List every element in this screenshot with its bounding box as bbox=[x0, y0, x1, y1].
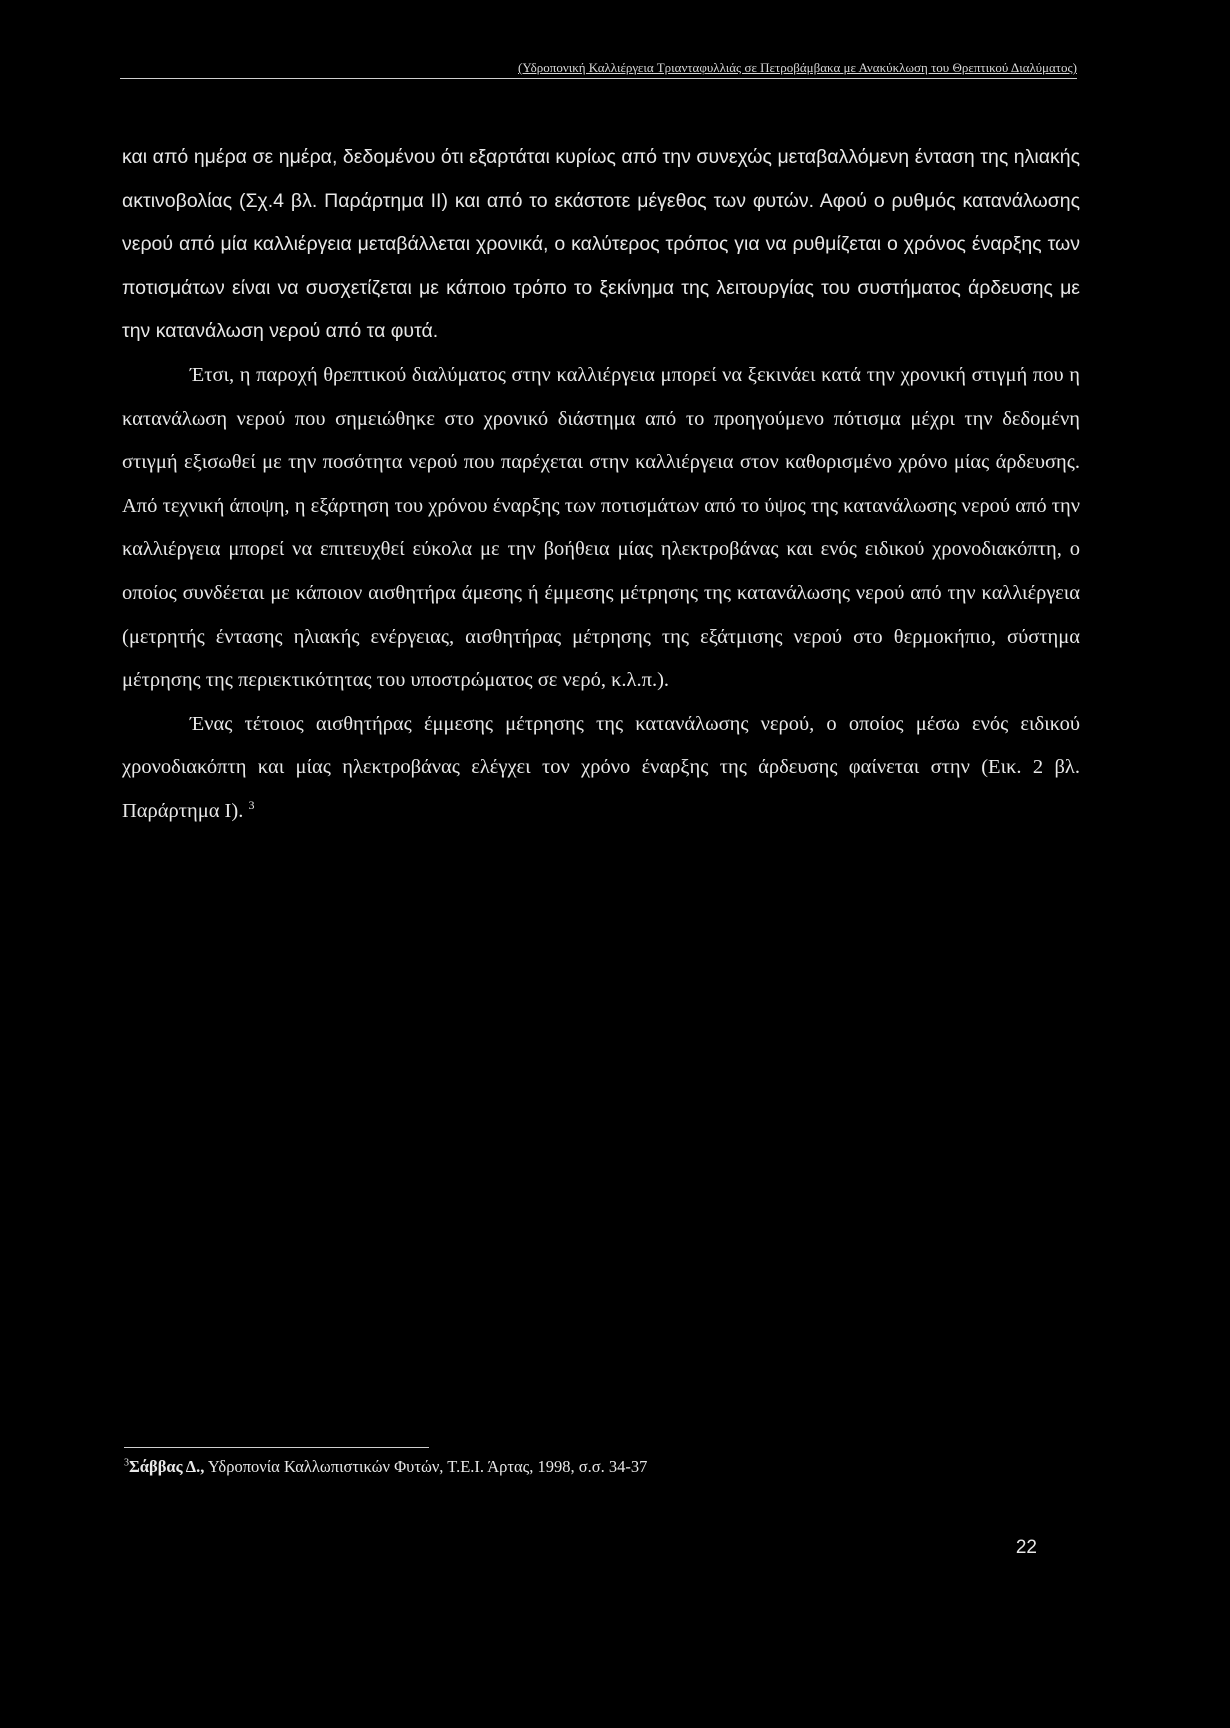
running-header bbox=[120, 56, 1077, 84]
paragraph-1: και από ημέρα σε ημέρα, δεδομένου ότι εξαρτάται κυρίως από την συνεχώς μεταβαλλόμενη ένταση της ηλιακής ακτινοβολίας (Σχ.4 βλ. Παράρτημα ΙΙ) και από το εκάστοτε μέγεθος των φυτών. Αφού ο ρυθμός κατανάλωσης νερού από μία καλλιέργεια μεταβάλλεται χρονικά, ο καλύτερος τρόπος για να ρυθμίζεται ο χρόνος έναρξης των ποτισμάτων είναι να συσχετίζεται με κάποιο τρόπο το ξεκίνημα της λειτουργίας του συστήματος άρδευσης με την κατανάλωση νερού από τα φυτά. bbox=[122, 146, 1080, 343]
page-number: 22 bbox=[1015, 1537, 1037, 1558]
footnote-marker: 3 bbox=[124, 1457, 129, 1469]
footnote-reference: 3 bbox=[248, 798, 255, 813]
header-rule bbox=[120, 78, 1077, 79]
running-title: (Υδροπονική Καλλιέργεια Τριανταφυλλιάς σε Πετροβάμβακα με Ανακύκλωση του Θρεπτικού Διαλύματος) bbox=[518, 60, 1077, 75]
footnote-rule bbox=[124, 1447, 429, 1448]
main-text bbox=[122, 136, 1080, 834]
paragraph-3-text: Ένας τέτοιος αισθητήρας έμμεσης μέτρησης της κατανάλωσης νερού, ο οποίος μέσω ενός ειδικού χρονοδιακόπτη και μίας ηλεκτροβάνας ελέγχει τον χρόνο έναρξης της άρδευσης φαίνεται στην (Εικ. 2 βλ. Παράρτημα Ι). bbox=[122, 712, 1080, 822]
paragraph-3 bbox=[122, 703, 1080, 834]
paragraph-2: Έτσι, η παροχή θρεπτικού διαλύματος στην καλλιέργεια μπορεί να ξεκινάει κατά την χρονική στιγμή που η κατανάλωση νερού που σημειώθηκε στο χρονικό διάστημα από το προηγούμενο πότισμα μέχρι την δεδομένη στιγμή εξισωθεί με την ποσότητα νερού που παρέχεται στην καλλιέργεια στον καθορισμένο χρόνο μίας άρδευσης. Από τεχνική άποψη, η εξάρτηση του χρόνου έναρξης των ποτισμάτων από το ύψος της κατανάλωσης νερού από την καλλιέργεια μπορεί να επιτευχθεί εύκολα με την βοήθεια μίας ηλεκτροβάνας και ενός ειδικού χρονοδιακόπτη, ο οποίος συνδέεται με κάποιον αισθητήρα άμεσης ή έμμεσης μέτρησης της κατανάλωσης νερού από την καλλιέργεια (μετρητής έντασης ηλιακής ενέργειας, αισθητήρας μέτρησης της εξάτμισης νερού στο θερμοκήπιο, σύστημα μέτρησης της περιεκτικότητας του υποστρώματος σε νερό, κ.λ.π.). bbox=[122, 363, 1080, 692]
footnote-text: Υδροπονία Καλλωπιστικών Φυτών, Τ.Ε.Ι. Άρτας, 1998, σ.σ. 34-37 bbox=[207, 1457, 648, 1476]
footnote-author: Σάββας Δ., bbox=[129, 1457, 205, 1476]
footnote bbox=[124, 1457, 647, 1477]
